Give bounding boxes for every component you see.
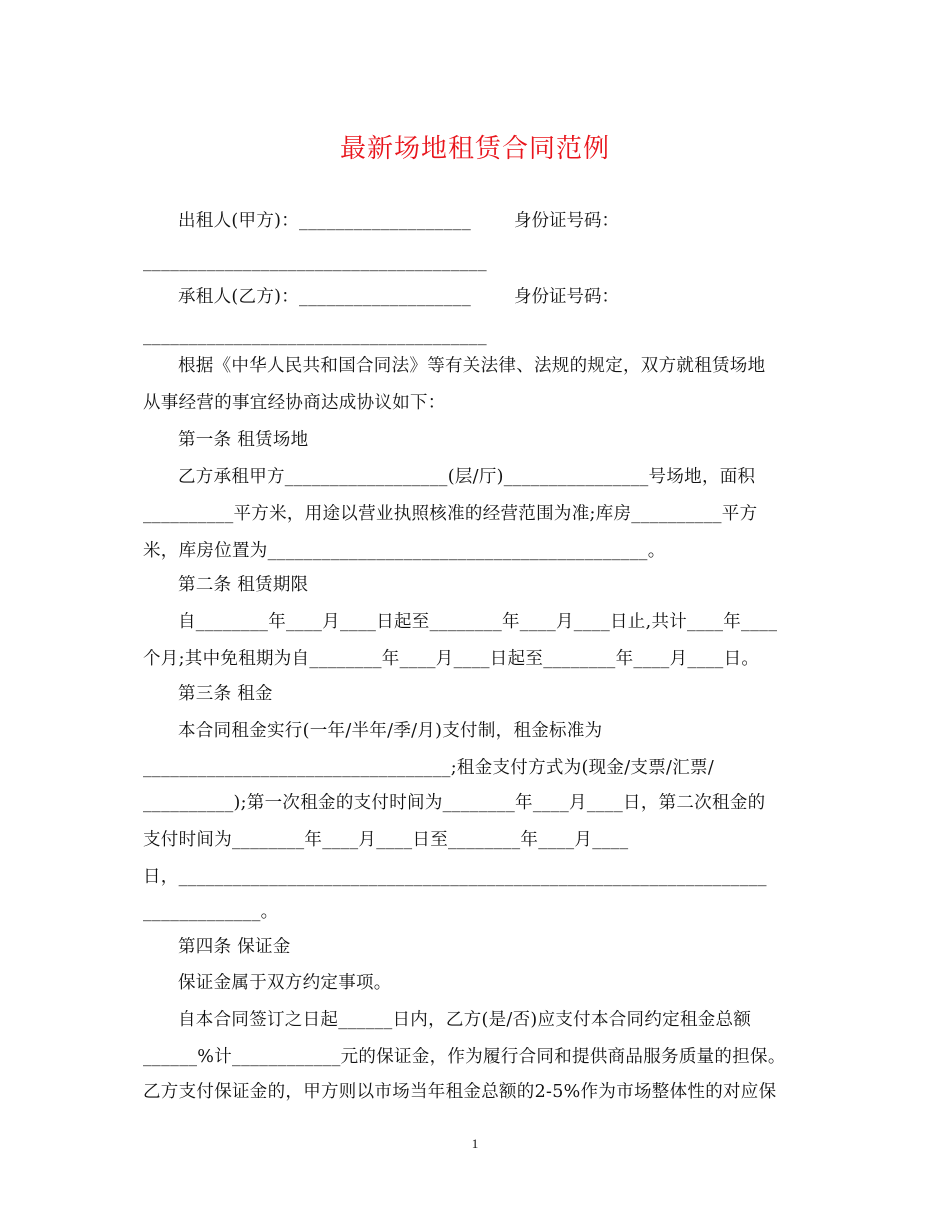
intro-paragraph-line: 根据《中华人民共和国合同法》等有关法律、法规的规定，双方就租赁场地 (178, 356, 766, 376)
article-3-line: 支付时间为________年____月____日至________年____月____ (143, 830, 629, 850)
lessee-field: 承租人(乙方)：___________________ (178, 287, 472, 307)
article-4-line: 自本合同签订之日起______日内，乙方(是/否)应支付本合同约定租金总额 (178, 1010, 752, 1030)
article-1-line: __________平方米，用途以营业执照核准的经营范围为准;库房__________平方 (143, 504, 758, 524)
article-4-line: ______%计____________元的保证金，作为履行合同和提供商品服务质量的担保。 (143, 1047, 786, 1067)
article-1-title: 第一条 租赁场地 (178, 430, 309, 450)
lessor-id-label: 身份证号码： (514, 211, 619, 231)
lessee-id-line: ______________________________________ (143, 326, 487, 346)
article-3-line: __________________________________;租金支付方式为(现金/支票/汇票/ (143, 758, 715, 778)
article-2-line: 自________年____月____日起至________年____月____日止,共计____年____ (178, 612, 778, 632)
article-4-title: 第四条 保证金 (178, 937, 291, 957)
article-3-line: __________);第一次租金的支付时间为________年____月____日，第二次租金的 (143, 793, 766, 813)
article-3-title: 第三条 租金 (178, 684, 273, 704)
article-1-line: 米，库房位置为__________________________________________。 (143, 541, 666, 561)
lessee-id-label: 身份证号码： (514, 287, 619, 307)
page-number: 1 (471, 1136, 479, 1151)
article-4-line: 保证金属于双方约定事项。 (178, 973, 392, 993)
intro-paragraph-line: 从事经营的事宜经协商达成协议如下： (143, 393, 446, 413)
article-1-line: 乙方承租甲方__________________(层/厅)________________号场地，面积 (178, 467, 756, 487)
lessor-id-line: ______________________________________ (143, 252, 487, 272)
lessor-field: 出租人(甲方)：___________________ (178, 211, 472, 231)
article-2-title: 第二条 租赁期限 (178, 575, 309, 595)
article-2-line: 个月;其中免租期为自________年____月____日起至________年____月____日。 (143, 649, 760, 669)
article-3-line: 本合同租金实行(一年/半年/季/月)支付制，租金标准为 (178, 721, 603, 741)
article-3-line: 日，_________________________________________________________________ (143, 867, 767, 887)
article-3-line: _____________。 (143, 902, 279, 922)
document-title: 最新场地租赁合同范例 (339, 134, 610, 164)
article-4-line: 乙方支付保证金的，甲方则以市场当年租金总额的2-5%作为市场整体性的对应保 (143, 1082, 777, 1102)
